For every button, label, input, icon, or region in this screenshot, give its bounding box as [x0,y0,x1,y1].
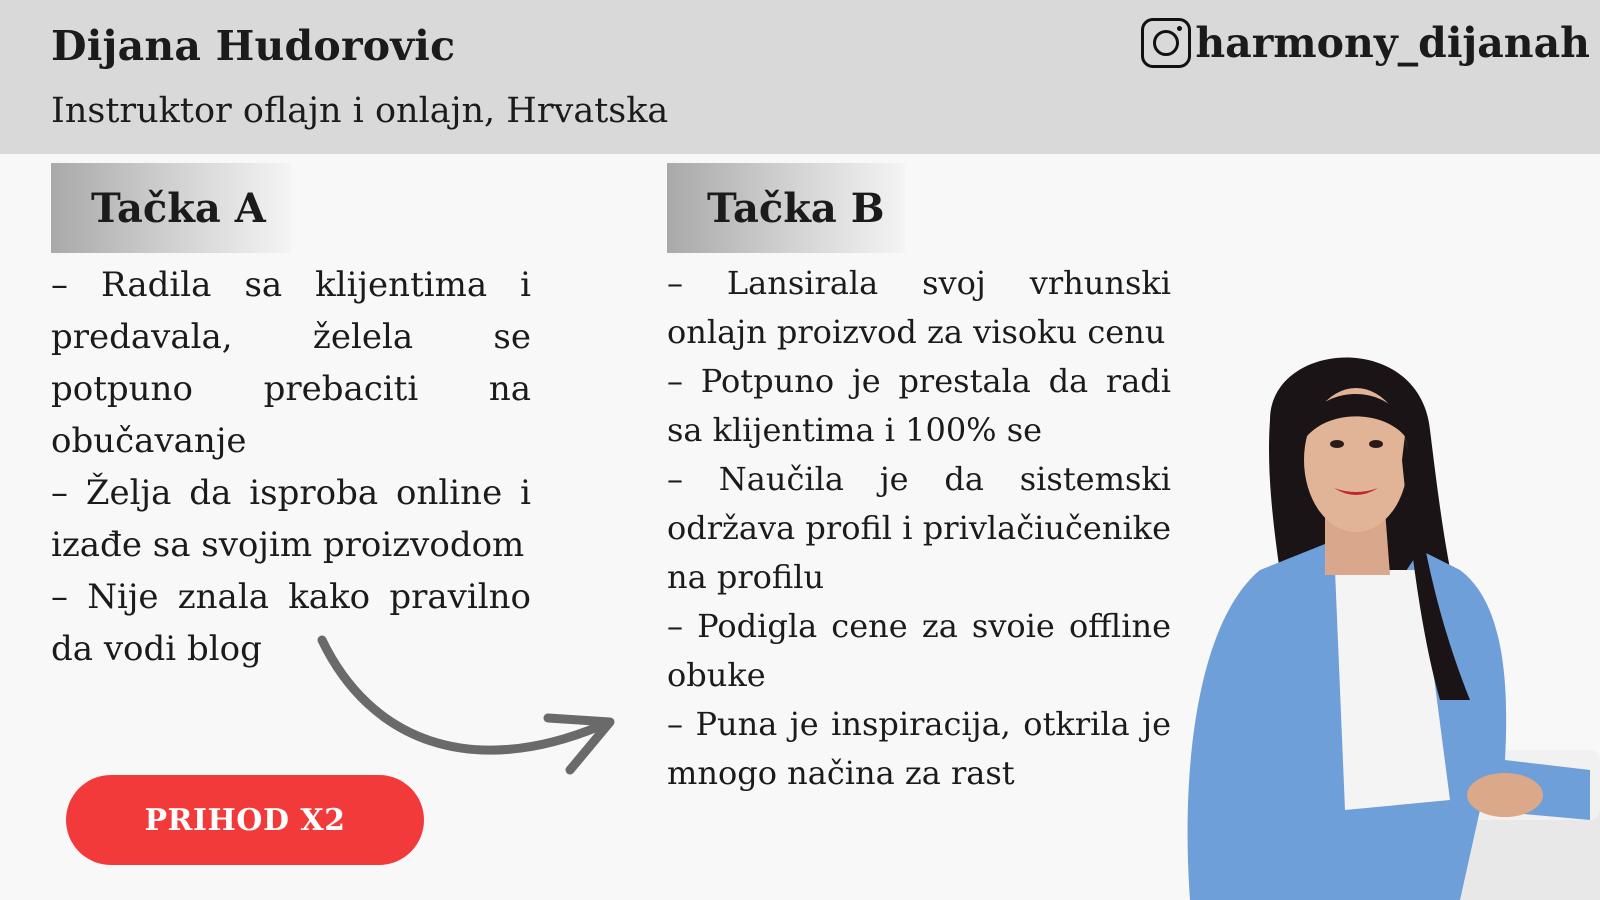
point-b-item: – Potpuno je prestala da radi sa klijentima i 100% se [667,362,1171,449]
social-handle[interactable] [1141,18,1590,68]
instagram-icon [1141,18,1191,68]
point-a-list [51,259,531,675]
point-b-item: – Podigla cene za svoie offline obuke [667,607,1171,694]
point-b-list [667,259,1171,798]
curved-arrow-icon [300,630,630,780]
point-a-item: – Želja da isproba online i izađe sa svojim proizvodom [51,473,531,565]
point-b-item: – Puna je inspiracija, otkrila je mnogo načina za rast [667,705,1171,792]
point-a-item: – Nije znala kako pravilno da vodi blog [51,577,531,669]
point-b-label: Tačka B [667,163,905,253]
person-subtitle: Instruktor oflajn i onlajn, Hrvatska [51,91,669,131]
header-band [0,0,1600,154]
instagram-handle: harmony_dijanah [1195,19,1590,67]
portrait-photo [1120,340,1600,900]
point-b-item: – Lansirala svoj vrhunski onlajn proizvod za visoku cenu [667,264,1171,351]
point-a-item: – Radila sa klijentima i predavala, želela se potpuno prebaciti na obučavanje [51,265,531,461]
point-a-label: Tačka A [51,163,291,253]
income-badge: PRIHOD X2 [66,775,424,865]
person-name: Dijana Hudorovic [51,22,456,70]
point-b-item: – Naučila je da sistemski održava profil i privlačiučenike na profilu [667,460,1171,596]
